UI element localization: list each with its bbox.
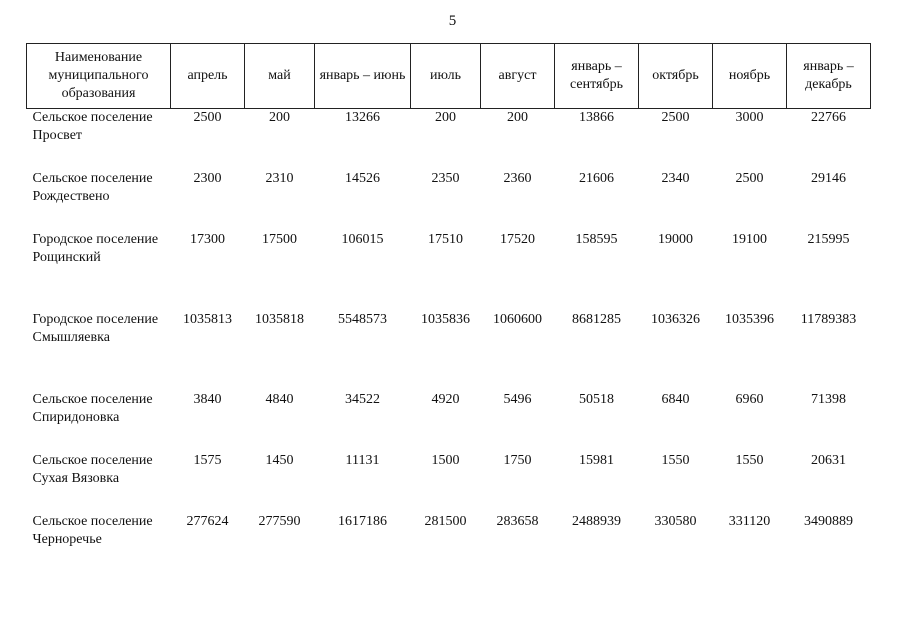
table-cell: 4920 xyxy=(431,392,460,407)
table-cell: 71398 xyxy=(811,392,846,407)
table-row xyxy=(27,109,871,171)
column-header: январь – июнь xyxy=(315,44,411,109)
table-cell: 4840 xyxy=(265,392,294,407)
table-cell: 8681285 xyxy=(572,312,621,327)
table-cell: 3000 xyxy=(735,110,764,125)
column-header: июль xyxy=(411,44,481,109)
table-cell: 1035813 xyxy=(183,312,232,327)
table-row xyxy=(27,513,871,574)
table-cell: 1550 xyxy=(661,453,690,468)
municipality-name: Сельское поселение Черноречье xyxy=(32,514,153,547)
column-header: август xyxy=(481,44,555,109)
table-cell: 17520 xyxy=(500,232,535,247)
municipality-name: Сельское поселение Рождествено xyxy=(32,171,153,204)
table-cell: 1750 xyxy=(503,453,532,468)
data-table xyxy=(26,43,871,574)
column-header: май xyxy=(245,44,315,109)
table-body xyxy=(27,109,871,575)
table-cell: 277624 xyxy=(186,514,229,529)
table-cell: 200 xyxy=(507,110,528,125)
table-cell: 22766 xyxy=(811,110,846,125)
table-row xyxy=(27,170,871,231)
table-cell: 2350 xyxy=(431,171,460,186)
table-cell: 19100 xyxy=(732,232,767,247)
table-cell: 6840 xyxy=(661,392,690,407)
municipality-name: Сельское поселение Спиридоновка xyxy=(32,392,153,425)
table-cell: 2488939 xyxy=(572,514,621,529)
table-cell: 14526 xyxy=(345,171,380,186)
column-header: Наименование муниципального образования xyxy=(27,44,171,109)
table-cell: 17300 xyxy=(190,232,225,247)
table-cell: 11131 xyxy=(345,453,380,468)
table-cell: 2310 xyxy=(265,171,294,186)
header-row xyxy=(27,44,871,109)
municipality-name: Городское поселение Смышляевка xyxy=(32,312,159,345)
table-cell: 1500 xyxy=(431,453,460,468)
table-row xyxy=(27,231,871,311)
table-cell: 281500 xyxy=(424,514,467,529)
table-cell: 34522 xyxy=(345,392,380,407)
column-header: апрель xyxy=(171,44,245,109)
page-number: 5 xyxy=(448,13,457,29)
table-cell: 215995 xyxy=(807,232,850,247)
municipality-name: Городское поселение Рощинский xyxy=(32,232,159,265)
table-cell: 2500 xyxy=(193,110,222,125)
table-cell: 13866 xyxy=(579,110,614,125)
table-header xyxy=(27,44,871,109)
table-cell: 50518 xyxy=(579,392,614,407)
table-cell: 2360 xyxy=(503,171,532,186)
table-cell: 1035396 xyxy=(725,312,774,327)
table-cell: 1060600 xyxy=(493,312,542,327)
table-cell: 1035836 xyxy=(421,312,470,327)
table-cell: 11789383 xyxy=(800,312,857,327)
table-cell: 277590 xyxy=(258,514,301,529)
table-row xyxy=(27,311,871,391)
table-cell: 13266 xyxy=(345,110,380,125)
table-cell: 17500 xyxy=(262,232,297,247)
table-cell: 1617186 xyxy=(338,514,387,529)
table-cell: 2500 xyxy=(735,171,764,186)
table-cell: 1550 xyxy=(735,453,764,468)
table-cell: 6960 xyxy=(735,392,764,407)
table-cell: 20631 xyxy=(811,453,846,468)
table-cell: 2340 xyxy=(661,171,690,186)
table-cell: 19000 xyxy=(658,232,693,247)
table-cell: 331120 xyxy=(728,514,771,529)
table-cell: 2500 xyxy=(661,110,690,125)
table-cell: 3490889 xyxy=(804,514,853,529)
table-row xyxy=(27,391,871,452)
table-cell: 21606 xyxy=(579,171,614,186)
table-cell: 330580 xyxy=(654,514,697,529)
table-cell: 200 xyxy=(269,110,290,125)
table-cell: 5496 xyxy=(503,392,532,407)
table-cell: 1035818 xyxy=(255,312,304,327)
table-cell: 15981 xyxy=(579,453,614,468)
municipality-name: Сельское поселение Сухая Вязовка xyxy=(32,453,153,486)
table-cell: 17510 xyxy=(428,232,463,247)
column-header: ноябрь xyxy=(713,44,787,109)
table-cell: 158595 xyxy=(575,232,618,247)
table-cell: 29146 xyxy=(811,171,846,186)
municipality-name: Сельское поселение Просвет xyxy=(32,110,153,143)
column-header: январь – декабрь xyxy=(787,44,871,109)
table-cell: 106015 xyxy=(341,232,384,247)
table-cell: 200 xyxy=(435,110,456,125)
table-cell: 283658 xyxy=(496,514,539,529)
table-cell: 5548573 xyxy=(338,312,387,327)
column-header: октябрь xyxy=(639,44,713,109)
table-cell: 1036326 xyxy=(651,312,700,327)
table-cell: 1575 xyxy=(193,453,222,468)
table-cell: 1450 xyxy=(265,453,294,468)
table-cell: 2300 xyxy=(193,171,222,186)
table-row xyxy=(27,452,871,513)
table-cell: 3840 xyxy=(193,392,222,407)
column-header: январь – сентябрь xyxy=(555,44,639,109)
